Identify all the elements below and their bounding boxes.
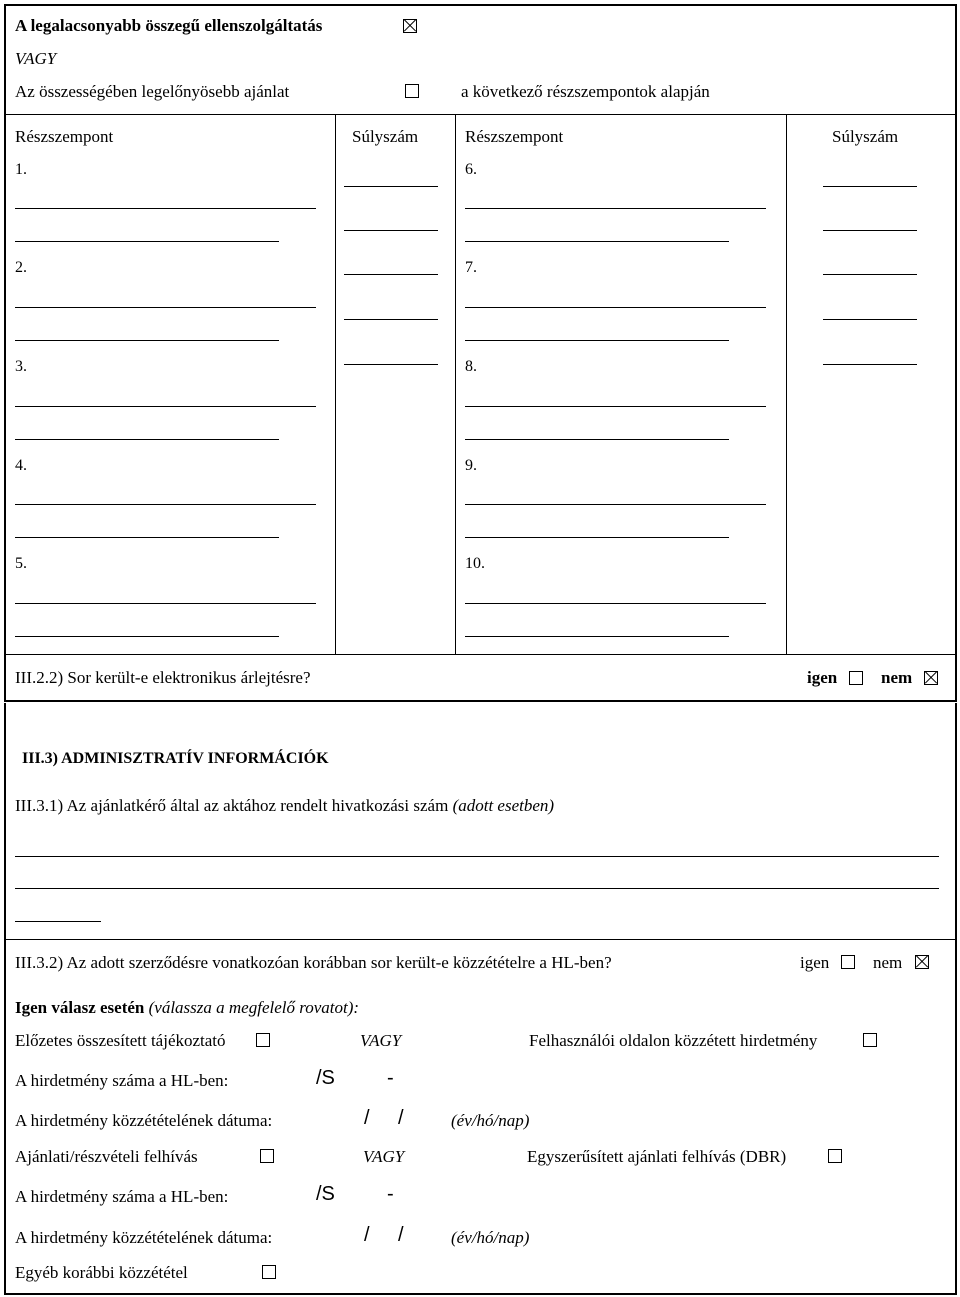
criterion-blank-line[interactable] (15, 439, 279, 440)
criterion-blank-line[interactable] (465, 537, 729, 538)
column-divider (455, 114, 456, 654)
criterion-number: 8. (465, 358, 477, 375)
criterion-header-right: Részszempont (465, 127, 564, 146)
notice-number-label: A hirdetmény száma a HL-ben: (15, 1071, 229, 1090)
criterion-blank-line[interactable] (15, 340, 279, 341)
criterion-number: 9. (465, 457, 477, 474)
weight-blank-line[interactable] (344, 319, 438, 320)
yes-label: igen (807, 668, 838, 687)
criterion-blank-line[interactable] (465, 439, 729, 440)
criterion-blank-line[interactable] (465, 340, 729, 341)
prior-publication-yes-checkbox[interactable] (841, 955, 855, 969)
weight-blank-line[interactable] (344, 186, 438, 187)
criterion-number: 3. (15, 358, 27, 375)
weight-blank-line[interactable] (344, 274, 438, 275)
criterion-blank-line[interactable] (15, 208, 316, 209)
weight-blank-line[interactable] (823, 230, 917, 231)
criterion-number: 4. (15, 457, 27, 474)
most-advantageous-checkbox[interactable] (405, 84, 419, 98)
lowest-price-checkbox[interactable] (403, 19, 417, 33)
criterion-number: 1. (15, 161, 27, 178)
reference-number-label (15, 796, 554, 816)
criterion-number: 7. (465, 259, 477, 276)
lowest-price-label: A legalacsonyabb összegű ellenszolgáltatás (15, 16, 323, 35)
date-slash: / (364, 1224, 370, 1246)
criterion-blank-line[interactable] (465, 208, 766, 209)
prior-publication-no-checkbox[interactable] (915, 955, 929, 969)
award-criteria-frame (4, 4, 957, 702)
buyer-profile-label: Felhasználói oldalon közzétett hirdetmény (529, 1031, 818, 1050)
criterion-blank-line[interactable] (465, 504, 766, 505)
other-prior-checkbox[interactable] (262, 1265, 276, 1279)
notice-series-slash: /S (316, 1183, 335, 1205)
notice-number-label: A hirdetmény száma a HL-ben: (15, 1187, 229, 1206)
or-label: VAGY (363, 1147, 405, 1166)
date-format-hint: (év/hó/nap) (451, 1228, 530, 1247)
criterion-blank-line[interactable] (15, 406, 316, 407)
no-label: nem (873, 953, 903, 972)
e-auction-question: III.2.2) Sor került-e elektronikus árlejtésre? (15, 668, 311, 687)
prior-publication-question: III.3.2) Az adott szerződésre vonatkozóan korábban sor került-e közzétételre a HL-ben? (15, 953, 612, 972)
yes-case-note: (válassza a megfelelő rovatot): (148, 998, 360, 1017)
criterion-blank-line[interactable] (465, 406, 766, 407)
column-divider (786, 114, 787, 654)
reference-number-main: III.3.1) Az ajánlatkérő által az aktához rendelt hivatkozási szám (15, 796, 449, 815)
weight-blank-line[interactable] (344, 230, 438, 231)
weight-blank-line[interactable] (344, 364, 438, 365)
simplified-notice-label: Egyszerűsített ajánlati felhívás (DBR) (527, 1147, 787, 1166)
publication-date-label: A hirdetmény közzétételének dátuma: (15, 1111, 273, 1130)
date-format-hint: (év/hó/nap) (451, 1111, 530, 1130)
frame-divider (4, 939, 957, 940)
date-slash: / (398, 1107, 404, 1129)
criterion-blank-line[interactable] (15, 537, 279, 538)
frame-divider (4, 114, 957, 115)
notice-number-dash: - (387, 1183, 394, 1205)
criterion-blank-line[interactable] (465, 603, 766, 604)
prior-info-checkbox[interactable] (256, 1033, 270, 1047)
reference-number-note: (adott esetben) (452, 796, 555, 815)
criterion-blank-line[interactable] (15, 307, 316, 308)
criterion-blank-line[interactable] (15, 603, 316, 604)
publication-date-label: A hirdetmény közzétételének dátuma: (15, 1228, 273, 1247)
most-advantageous-label: Az összességében legelőnyösebb ajánlat (15, 82, 290, 101)
criterion-blank-line[interactable] (15, 504, 316, 505)
or-label: VAGY (360, 1031, 402, 1050)
criterion-number: 5. (15, 555, 27, 572)
date-slash: / (398, 1224, 404, 1246)
reference-number-line[interactable] (15, 888, 939, 889)
buyer-profile-checkbox[interactable] (863, 1033, 877, 1047)
criterion-blank-line[interactable] (15, 241, 279, 242)
contract-notice-checkbox[interactable] (260, 1149, 274, 1163)
criterion-blank-line[interactable] (465, 636, 729, 637)
weight-header-right: Súlyszám (832, 127, 899, 146)
contract-notice-label: Ajánlati/részvételi felhívás (15, 1147, 198, 1166)
frame-divider (4, 654, 957, 655)
criterion-number: 2. (15, 259, 27, 276)
yes-label: igen (800, 953, 830, 972)
date-slash: / (364, 1107, 370, 1129)
other-prior-label: Egyéb korábbi közzététel (15, 1263, 188, 1282)
weight-blank-line[interactable] (823, 274, 917, 275)
no-label: nem (881, 668, 913, 687)
criterion-blank-line[interactable] (465, 307, 766, 308)
criterion-blank-line[interactable] (15, 636, 279, 637)
following-criteria-label: a következő részszempontok alapján (461, 82, 710, 101)
weight-header-left: Súlyszám (352, 127, 419, 146)
weight-blank-line[interactable] (823, 186, 917, 187)
notice-number-dash: - (387, 1067, 394, 1089)
simplified-notice-checkbox[interactable] (828, 1149, 842, 1163)
criterion-number: 10. (465, 555, 485, 572)
e-auction-no-checkbox[interactable] (924, 671, 938, 685)
yes-case-label (15, 998, 359, 1018)
prior-info-label: Előzetes összesített tájékoztató (15, 1031, 226, 1050)
criterion-number: 6. (465, 161, 477, 178)
criterion-header-left: Részszempont (15, 127, 114, 146)
reference-number-line[interactable] (15, 856, 939, 857)
yes-case-main: Igen válasz esetén (15, 998, 145, 1017)
e-auction-yes-checkbox[interactable] (849, 671, 863, 685)
column-divider (335, 114, 336, 654)
or-label: VAGY (15, 49, 57, 68)
section-title: III.3) ADMINISZTRATÍV INFORMÁCIÓK (22, 750, 329, 767)
criterion-blank-line[interactable] (465, 241, 729, 242)
weight-blank-line[interactable] (823, 364, 917, 365)
reference-number-line[interactable] (15, 921, 101, 922)
notice-series-slash: /S (316, 1067, 335, 1089)
weight-blank-line[interactable] (823, 319, 917, 320)
